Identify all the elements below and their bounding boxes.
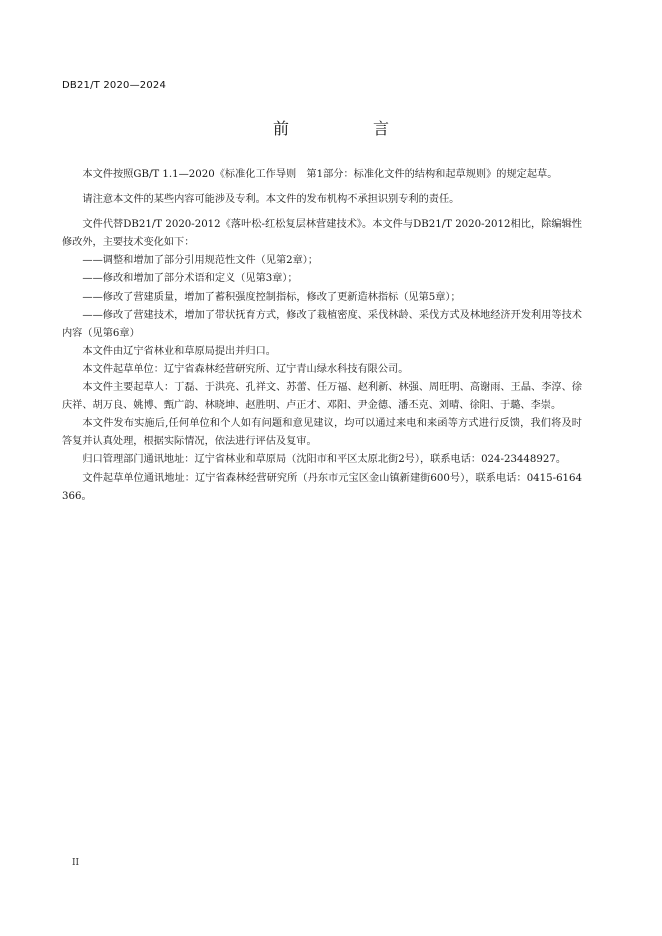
foreword-body: [62, 166, 582, 506]
paragraph-drafters: 本文件主要起草人：丁磊、于洪亮、孔祥文、苏蕾、任万福、赵利新、林强、周旺明、高谢雨、王晶、李淳、徐庆祥、胡万良、姚博、甄广韵、林晓坤、赵胜明、卢正才、邓阳、尹金德、潘丕克、刘晴、徐阳、于璐、李崇。: [62, 382, 582, 412]
paragraph-replacement: 文件代替DB21/T 2020-2012《落叶松-红松复层林营建技术》。本文件与DB21/T 2020-2012相比，除编辑性修改外，主要技术变化如下：: [62, 219, 582, 249]
paragraph-feedback: 本文件发布实施后,任何单位和个人如有问题和意见建议，均可以通过来电和来函等方式进行反馈，我们将及时答复并认真处理，根据实际情况，依法进行评估及复审。: [62, 418, 582, 448]
change-item: ——修改和增加了部分术语和定义（见第3章）；: [82, 273, 298, 285]
paragraph-proposer: 本文件由辽宁省林业和草原局提出并归口。: [82, 345, 276, 357]
paragraph-patent-notice: 请注意本文件的某些内容可能涉及专利。本文件的发布机构不承担识别专利的责任。: [82, 194, 460, 206]
document-code: DB21/T 2020—2024: [62, 80, 167, 91]
change-item: ——调整和增加了部分引用规范性文件（见第2章）；: [82, 255, 319, 267]
page-number: II: [72, 858, 80, 868]
page-title: 前 言: [272, 119, 423, 138]
paragraph-drafter-address: 文件起草单位通讯地址：辽宁省森林经营研究所（丹东市元宝区金山镇新建街600号），联系电话：0415-6164366。: [62, 472, 582, 502]
paragraph-authority-address: 归口管理部门通讯地址：辽宁省林业和草原局（沈阳市和平区太原北街2号），联系电话：024-23448927。: [82, 454, 567, 466]
paragraph-drafting-units: 本文件起草单位：辽宁省森林经营研究所、辽宁青山绿水科技有限公司。: [82, 363, 409, 375]
change-item: ——修改了营建技术，增加了带状抚育方式，修改了栽植密度、采伐林龄、采伐方式及林地经济开发利用等技术内容（见第6章）: [62, 309, 582, 339]
change-item: ——修改了营建质量，增加了蓄积强度控制指标，修改了更新造林指标（见第5章）；: [82, 291, 461, 303]
paragraph-drafting-rule: 本文件按照GB/T 1.1—2020《标准化工作导则 第1部分：标准化文件的结构和起草规则》的规定起草。: [82, 169, 558, 180]
